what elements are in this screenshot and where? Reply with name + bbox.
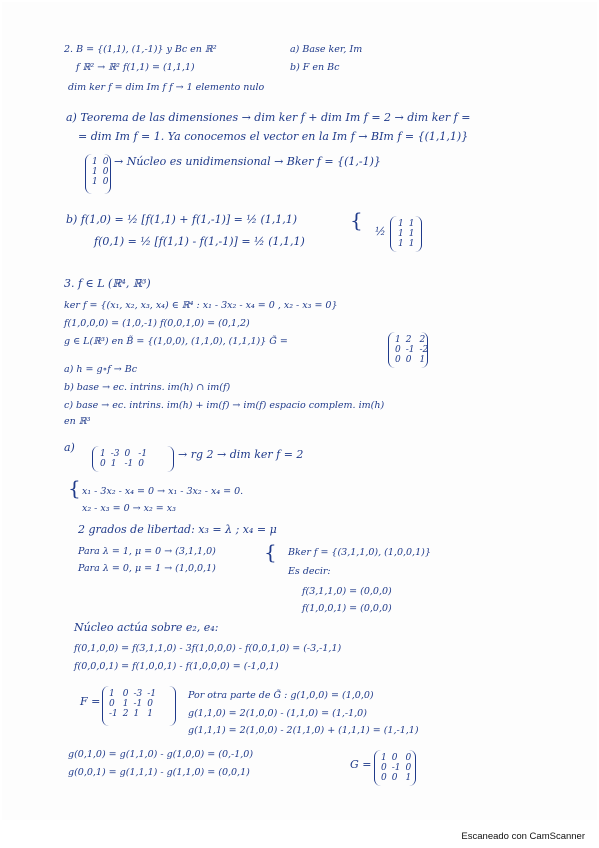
system-brace: { [68, 476, 81, 500]
p2-a-line1: a) Teorema de las dimensiones → dim ker f + dim Im f = 2 → dim ker f = [66, 111, 471, 124]
p2-b-line1: b) f(1,0) = ½ [f(1,1) + f(1,-1)] = ½ (1,1,1) [66, 213, 298, 226]
scanned-sheet [2, 2, 597, 820]
G-matrix: 1 0 0 0 -1 0 0 0 1 [381, 753, 412, 783]
system-eq1: x₁ - 3x₂ - x₄ = 0 → x₁ - 3x₂ - x₄ = 0. [82, 486, 244, 497]
p2-question-a: a) Base ker, Im [290, 44, 363, 55]
p3-question-b: b) base → ec. intrins. im(h) ∩ im(f) [64, 382, 231, 393]
camscanner-watermark: Escaneado con CamScanner [461, 831, 585, 842]
param-2: Para λ = 0, μ = 1 → (1,0,0,1) [78, 563, 216, 574]
brace: { [350, 208, 363, 232]
g-111: g(1,1,1) = 2(1,0,0) - 2(1,1,0) + (1,1,1) = (1,-1,1) [188, 725, 419, 736]
g-110: g(1,1,0) = 2(1,0,0) - (1,1,0) = (1,-1,0) [188, 708, 367, 719]
system-eq2: x₂ - x₃ = 0 → x₂ = x₃ [82, 503, 176, 514]
p3-f-values: f(1,0,0,0) = (1,0,-1) f(0,0,1,0) = (0,1,2) [64, 318, 250, 329]
p3-question-c-cont: en ℝ³ [64, 416, 91, 427]
freedom-degrees: 2 grados de libertad: x₃ = λ ; x₄ = μ [78, 523, 277, 536]
p2-a-line2: = dim Im f = 1. Ya conocemos el vector en la Im f → BIm f = {(1,1,1)} [78, 130, 469, 143]
p2-ker-im: dim ker f = dim Im f f → 1 elemento nulo [68, 82, 265, 93]
F-matrix: 1 0 -3 -1 0 1 -1 0 -1 2 1 1 [109, 689, 157, 719]
g-other-side: Por otra parte de G̃ : g(1,0,0) = (1,0,0) [188, 690, 374, 701]
F-label: F = [80, 695, 101, 708]
half-factor: ½ [375, 225, 386, 238]
p2-a-line3: → Núcleo es unidimensional → Bker f = {(1,-1)} [114, 155, 381, 168]
basis-brace: { [264, 540, 277, 564]
ker-basis: Bker f = {(3,1,1,0), (1,0,0,1)} [288, 547, 431, 558]
es-decir: Es decir: [288, 566, 331, 577]
f-e2: f(0,1,0,0) = f(3,1,1,0) - 3f(1,0,0,0) - f(0,0,1,0) = (-3,-1,1) [74, 643, 342, 654]
p2-question-b: b) F en Bc [290, 62, 340, 73]
p3-question-a: a) h = g∘f → Bc [64, 364, 138, 375]
im-matrix: 1 1 1 1 1 1 [398, 219, 415, 249]
p2-statement: 2. B = {(1,1), (1,-1)} y Bc en ℝ² [64, 44, 217, 55]
G-label: G = [350, 758, 372, 771]
p3-statement: 3. f ∈ L (ℝ⁴, ℝ³) [64, 277, 151, 290]
gt-matrix: 1 2 2 0 -1 -2 0 0 1 [395, 335, 429, 365]
p2-b-line2: f(0,1) = ½ [f(1,1) - f(1,-1)] = ½ (1,1,1) [94, 235, 305, 248]
g-001: g(0,0,1) = g(1,1,1) - g(1,1,0) = (0,0,1) [68, 767, 250, 778]
p3-g: g ∈ L(ℝ³) en B̃ = {(1,0,0), (1,1,0), (1,1,1)} G̃ = [64, 336, 288, 347]
nucleus-note: Núcleo actúa sobre e₂, e₄: [74, 621, 219, 634]
f-kernel-2: f(1,0,0,1) = (0,0,0) [302, 603, 392, 614]
sys-matrix: 1 -3 0 -1 0 1 -1 0 [100, 449, 148, 469]
p2-map: f ℝ² → ℝ² f(1,1) = (1,1,1) [76, 62, 195, 73]
f-e4: f(0,0,0,1) = f(1,0,0,1) - f(1,0,0,0) = (-1,0,1) [74, 661, 279, 672]
sol-a-label: a) [64, 441, 75, 454]
p3-question-c: c) base → ec. intrins. im(h) + im(f) → im(f) espacio complem. im(h) [64, 400, 385, 411]
ker-matrix: 1 0 1 0 1 0 [92, 157, 109, 187]
p3-ker: ker f = {(x₁, x₂, x₃, x₄) ∈ ℝ⁴ : x₁ - 3x₂ - x₄ = 0 , x₂ - x₃ = 0} [64, 300, 338, 311]
g-010: g(0,1,0) = g(1,1,0) - g(1,0,0) = (0,-1,0) [68, 749, 254, 760]
rank-line: → rg 2 → dim ker f = 2 [178, 448, 304, 461]
param-1: Para λ = 1, μ = 0 → (3,1,1,0) [78, 546, 216, 557]
f-kernel-1: f(3,1,1,0) = (0,0,0) [302, 586, 392, 597]
